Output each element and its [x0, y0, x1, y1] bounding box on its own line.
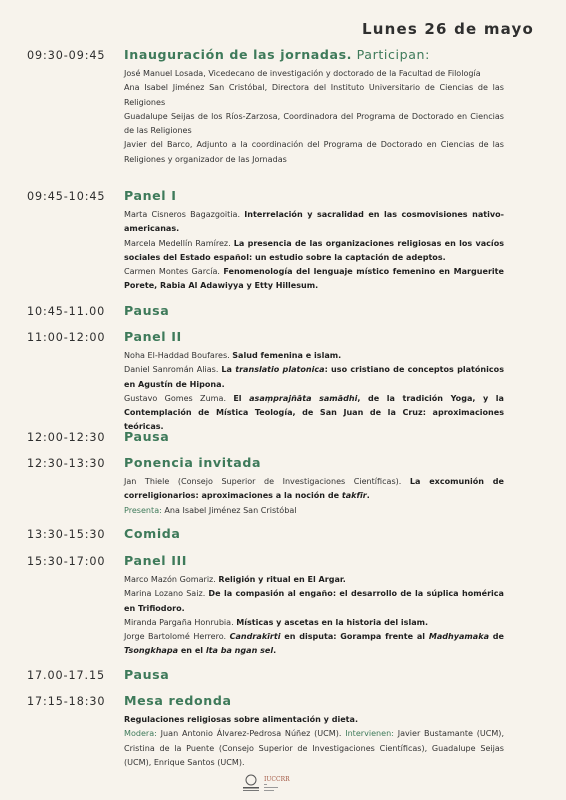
- talk: Marina Lozano Saiz. De la compasión al engaño: el desarrollo de la súplica homérica en Trifiodoro.: [124, 589, 504, 613]
- talk: Marco Mazón Gomariz. Religión y ritual en El Argar.: [124, 575, 346, 584]
- session-time: 10:45-11.00: [27, 305, 106, 318]
- session-body: [124, 349, 504, 435]
- session-body: [124, 475, 504, 518]
- talk: Marta Cisneros Bagazgoitia. Interrelación y sacralidad en las cosmovisiones nativo-americanas.: [124, 210, 504, 234]
- session-time: 12:30-13:30: [27, 457, 106, 470]
- session-title: Mesa redonda: [124, 693, 232, 708]
- participant: Ana Isabel Jiménez San Cristóbal, Directora del Instituto Universitario de Ciencias de las Religiones: [124, 83, 504, 107]
- session-title: Pausa: [124, 303, 170, 318]
- session-title: Panel II: [124, 329, 182, 344]
- session-title: Inauguración de las jornadas. Participan:: [124, 47, 430, 62]
- talk: Gustavo Gomes Zuma. El asaṃprajñāta samādhi, de la tradición Yoga, y la Contemplación de Mística Teología, de San Juan de la Cruz: aproximaciones teóricas.: [124, 393, 504, 432]
- footer-logos: [240, 772, 320, 794]
- iuccrr-logo-icon: [264, 772, 304, 794]
- session-time: 12:00-12:30: [27, 431, 106, 444]
- session-time: 17:15-18:30: [27, 695, 106, 708]
- session-body: [124, 208, 504, 294]
- talk: Jorge Bartolomé Herrero. Candrakīrti en disputa: Gorampa frente al Madhyamaka de Tsongkhapa en el lta ba ngan sel.: [124, 632, 504, 656]
- participant: Guadalupe Seijas de los Ríos-Zarzosa, Coordinadora del Programa de Doctorado en Ciencias de las Religiones: [124, 111, 504, 136]
- session-time: 09:30-09:45: [27, 49, 106, 62]
- round-table-participants: Modera: Juan Antonio Álvarez-Pedrosa Núñez (UCM). Intervienen: Javier Bustamante (UCM), Cristina de la Puente (Consejo Superior de Investigaciones Científicas), Guadalupe Seijas (UCM), Enrique Santos (UCM).: [124, 729, 505, 767]
- session-title: Panel III: [124, 553, 188, 568]
- participant: José Manuel Losada, Vicedecano de investigación y doctorado de la Facultad de Filología: [124, 69, 481, 78]
- talk: Daniel Sanromán Alias. La translatio platonica: uso cristiano de conceptos platónicos en Agustín de Hipona.: [124, 365, 504, 389]
- session-time: 17.00-17.15: [27, 669, 105, 682]
- round-table-subtitle: Regulaciones religiosas sobre alimentación y dieta.: [124, 715, 359, 724]
- session-title: Panel I: [124, 188, 177, 203]
- session-body: [124, 713, 504, 770]
- presenter: Presenta: Ana Isabel Jiménez San Cristóbal: [124, 505, 297, 515]
- session-time: 09:45-10:45: [27, 190, 106, 203]
- session-time: 11:00-12:00: [27, 331, 106, 344]
- session-time: 13:30-15:30: [27, 528, 106, 541]
- session-title: Ponencia invitada: [124, 455, 262, 470]
- session-body: [124, 573, 504, 659]
- talk: Jan Thiele (Consejo Superior de Investigaciones Científicas). La excomunión de correligionarios: aproximaciones a la noción de takfīr.: [124, 477, 504, 501]
- page-date: Lunes 26 de mayo: [361, 20, 534, 38]
- participant: Javier del Barco, Adjunto a la coordinación del Programa de Doctorado en Ciencias de las Religiones y organizador de las Jornadas: [124, 140, 504, 164]
- session-body: [124, 67, 504, 167]
- talk: Marcela Medellín Ramírez. La presencia de las organizaciones religiosas en los vacíos sociales del Estado español: un estudio sobre la captación de adeptos.: [124, 238, 505, 262]
- session-time: 15:30-17:00: [27, 555, 106, 568]
- talk: Miranda Pargaña Honrubia. Místicas y ascetas en la historia del islam.: [124, 617, 429, 627]
- talk: Carmen Montes García. Fenomenología del lenguaje místico femenino en Marguerite Porete, Rabia Al Adawiyya y Etty Hillesum.: [124, 267, 504, 291]
- session-title: Pausa: [124, 667, 170, 682]
- iuccrr-logo-text: IUCCRR: [264, 776, 290, 783]
- session-title: Pausa: [124, 429, 170, 444]
- session-title: Comida: [124, 526, 181, 541]
- talk: Noha El-Haddad Boufares. Salud femenina e islam.: [124, 351, 342, 360]
